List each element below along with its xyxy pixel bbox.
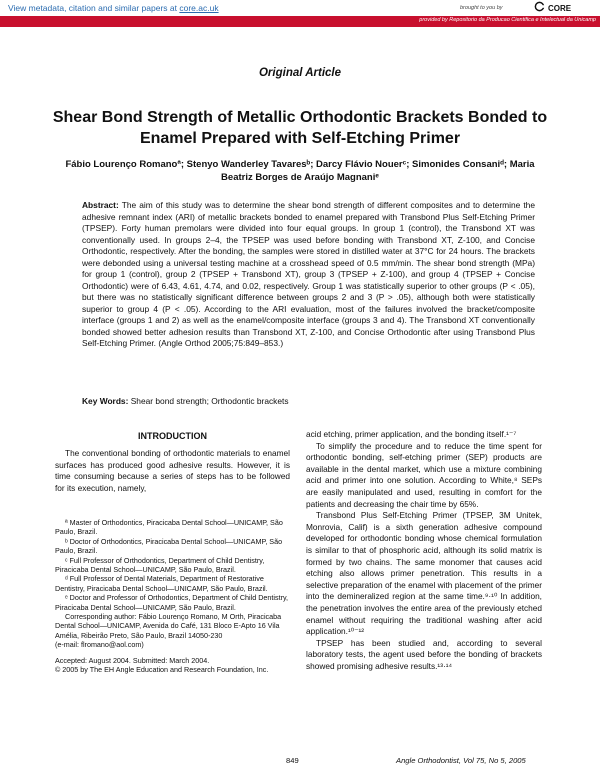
keywords-text: Shear bond strength; Orthodontic brackets [130,396,289,406]
copyright: © 2005 by The EH Angle Education and Research Foundation, Inc. [55,665,269,675]
author-email: (e-mail: flromano@aol.com) [55,640,144,650]
provided-by-text[interactable]: provided by Repositorio da Producao Cientifica e Intelectual da Unicamp [419,17,596,23]
abstract-label: Abstract: [82,200,119,210]
intro-paragraph-3: To simplify the procedure and to reduce the time spent for orthodontic bonding, self-etching primer (SEP) products are available in the dental market, which use a mixture combining acid and primer into one solution. According to White,⁸ SEPs are easily manipulated and used, resulting in comfort for the patients and decreasing the chair time by 65%. [306,440,542,509]
keywords [82,396,535,406]
footnote-c: ᶜ Full Professor of Orthodontics, Department of Child Dentistry, Piracicaba Dental School—UNICAMP, São Paulo, Brazil. [55,555,265,575]
introduction-heading: INTRODUCTION [138,431,207,441]
footnote-d: ᵈ Full Professor of Dental Materials, Department of Restorative Dentistry, Piracicaba Dental School—UNICAMP, São Paulo, Brazil. [55,574,268,593]
footnote-b: ᵇ Doctor of Orthodontics, Piracicaba Dental School—UNICAMP, São Paulo, Brazil. [55,536,283,556]
corresponding-author: Corresponding author: Fábio Lourenço Romano, M Orth, Piracicaba Dental School—UNICAMP, Avenida do Café, 131 Bloco E-Apto 16 Vila Amélia, Ribeirão Preto, São Paulo, Brazil 14050-230 [55,612,282,640]
section-label: Original Article [258,67,341,79]
footnote-e: ᵉ Doctor and Professor of Orthodontics, Department of Child Dentistry, Piracicaba Dental School—UNICAMP, São Paulo, Brazil. [55,593,289,612]
metadata-link-prefix: View metadata, citation and similar papers at [8,3,180,13]
core-link[interactable]: core.ac.uk [179,3,219,13]
abstract [82,200,535,350]
intro-paragraph-1: The conventional bonding of orthodontic materials to enamel surfaces has produced good adhesive results. However, it is time consuming because a series of steps has to be followed for its execution, namely, [55,448,290,493]
accepted-date: Accepted: August 2004. Submitted: March 2004. [55,655,210,665]
author-list: Fábio Lourenço Romanoª; Stenyo Wanderley Tavaresᵇ; Darcy Flávio Nouerᶜ; Simonides Consaniᵈ; Maria Beatriz Borges de Araújo Magnaniᵉ [65,159,535,183]
journal-citation: Angle Orthodontist, Vol 75, No 5, 2005 [396,756,526,765]
intro-paragraph-5: TPSEP has been studied and, according to several laboratory tests, the agent used before the bonding of brackets showed promising adhesive results.¹³·¹⁴ [306,637,542,671]
footnote-a: ª Master of Orthodontics, Piracicaba Dental School—UNICAMP, São Paulo, Brazil. [55,518,283,537]
article-title: Shear Bond Strength of Metallic Orthodontic Brackets Bonded to Enamel Prepared with Self-Etching Primer [52,109,548,147]
metadata-link-row[interactable] [8,3,219,13]
intro-paragraph-4: Transbond Plus Self-Etching Primer (TPSEP, 3M Unitek, Monrovia, Calif) is a sixth generation adhesive compound developed for orthodontic bonding whose chemical formulation is similar to that of phosphoric acid, although its solid matrix is formed by two chains. The same monomer that causes acid etching also allows primer penetration. This results in a selective preparation of the enamel with placement of the primer into the demineralized region at the same time.⁹·¹⁰ In addition, the penetration involves the entire area of the previously etched enamel without requiring the traditional washing after acid application.¹⁰⁻¹² [306,510,542,637]
core-brand[interactable]: CORE [548,4,572,13]
footnotes [55,518,290,675]
brought-to-you-text: brought to you by [460,5,503,11]
intro-right-column [306,429,542,672]
intro-left-paragraph [55,448,290,494]
page-number: 849 [286,756,299,765]
keywords-label: Key Words: [82,396,129,406]
abstract-text: The aim of this study was to determine the shear bond strength of different composites and to determine the adhesive remnant index (ARI) of metallic brackets bonded to enamel prepared with Transbond Plus Self-Etching Primer (TPSEP). Forty human premolars were divided into four equal groups. In group 1 (control), the Transbond XT was conventionally used. In groups 2–4, the TPSEP was used before bonding with Transbond XT, Z-100, and Concise Orthodontic, respectively. After the bonding, the samples were stored in distilled water at 37°C for 24 hours. The brackets were debonded using a universal testing machine at a crosshead speed of 0.5 mm/min. The shear bond strength (MPa) for group 1 (control), group 2 (TPSEP + Transbond XT), group 3 (TPSEP + Z-100), and group 4 (TPSEP + Concise Orthodontic) were of 6.43, 4.61, 4.74, and 0.02, respectively. Group 1 was statistically superior to other groups (P < .05), but there was no statistically significant difference between groups 2 and 3 (P > .05), although both were statistically superior to group 4 (P < .05). According to the ARI evaluation, most of the failures involved the bracket/composite interface (groups 1 and 2) as well as the enamel/composite interface (groups 3 and 4). The Transbond XT conventionally bonded showed better adhesion results than Transbond XT, Z-100, and Concise Orthodontic after using Transbond Plus Self-Etching Primer. (Angle Orthod 2005;75:849–853.) [82,200,535,348]
intro-paragraph-2: acid etching, primer application, and the bonding itself.¹⁻⁷ [306,429,517,439]
core-logo-icon [534,1,545,12]
